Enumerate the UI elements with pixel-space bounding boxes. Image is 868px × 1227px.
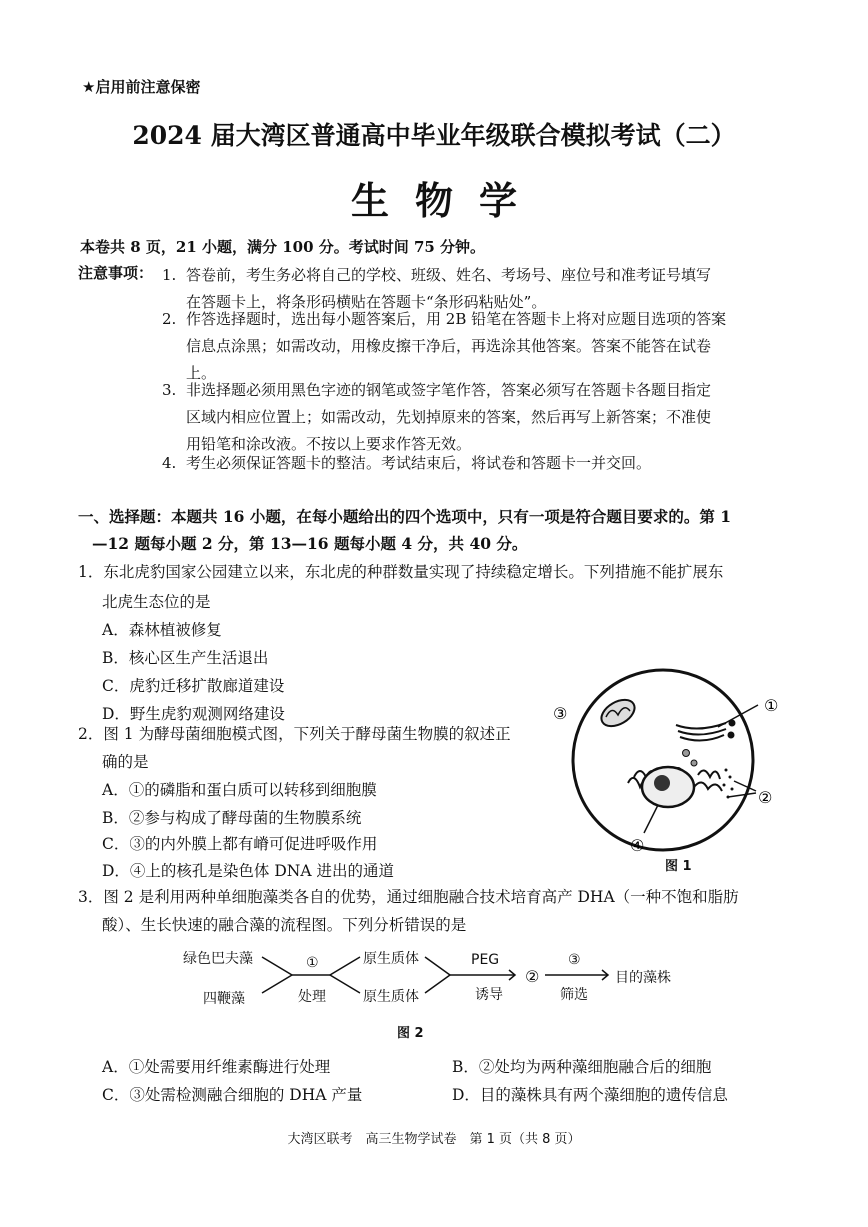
q2-option-b: B．②参与构成了酵母菌的生物膜系统 <box>102 809 362 827</box>
cell-membrane <box>573 670 753 850</box>
label-2: ② <box>758 788 773 807</box>
label-1: ① <box>764 696 779 715</box>
section-heading: 一、选择题：本题共 16 小题，在每小题给出的四个选项中，只有一项是符合题目要求的。第 1 —12 题每小题 2 分，第 13—16 题每小题 4 分，共 40 分。 <box>78 507 732 553</box>
alga-1: 绿色巴夫藻 <box>183 951 253 967</box>
target-strain: 目的藻株 <box>615 970 671 986</box>
exam-title: 2024 届大湾区普通高中毕业年级联合模拟考试（二） <box>132 121 736 150</box>
step-3-number: ③ <box>568 952 581 968</box>
note-3: 3. 非选择题必须用黑色字迹的钢笔或签字笔作答，答案必须写在答题卡各题目指定 区域内相应位置上；如需改动，先划掉原来的答案，然后再写上新答案；不准使 用铅笔和涂改液。不按以上要求作答无效。 <box>162 381 712 453</box>
question-1-stem-cont: 北虎生态位的是 <box>102 593 211 611</box>
q1-option-b: B．核心区生产生活退出 <box>102 649 269 667</box>
question-2-stem-cont: 确的是 <box>102 753 149 771</box>
q3-option-c: C．③处需检测融合细胞的 DHA 产量 <box>102 1086 363 1104</box>
screen-label: 筛选 <box>560 987 588 1003</box>
note-4: 4. 考生必须保证答题卡的整洁。考试结束后，将试卷和答题卡一并交回。 <box>162 454 652 472</box>
exam-info: 本卷共 8 页，21 小题，满分 100 分。考试时间 75 分钟。 <box>80 238 486 256</box>
step-1-label: 处理 <box>298 989 326 1005</box>
protoplast-1: 原生质体 <box>363 951 419 967</box>
q3-option-a: A．①处需要用纤维素酶进行处理 <box>102 1058 331 1076</box>
q1-option-c: C．虎豹迁移扩散廊道建设 <box>102 677 285 695</box>
figure-2-flowchart <box>180 945 700 1015</box>
figure-1-caption: 图 1 <box>665 859 692 874</box>
confidential-mark: ★启用前注意保密 <box>82 78 201 96</box>
step-2-number: ② <box>525 967 540 986</box>
note-2: 2. 作答选择题时，选出每小题答案后，用 2B 铅笔在答题卡上将对应题目选项的答案 信息点涂黑；如需改动，用橡皮擦干净后，再选涂其他答案。答案不能答在试卷 上。 <box>162 310 727 382</box>
subject-title: 生物学 <box>350 178 543 223</box>
alga-2: 四鞭藻 <box>203 991 245 1007</box>
nucleus <box>642 767 694 807</box>
figure-1-yeast-cell <box>548 665 793 875</box>
label-3: ③ <box>553 704 568 723</box>
note-1: 1. 答卷前，考生务必将自己的学校、班级、姓名、考场号、座位号和准考证号填写 在答题卡上，将条形码横贴在答题卡“条形码粘贴处”。 <box>162 266 712 311</box>
question-3-stem: 3．图 2 是利用两种单细胞藻类各自的优势，通过细胞融合技术培育高产 DHA（一种不饱和脂肪 <box>78 888 739 906</box>
q1-option-d: D．野生虎豹观测网络建设 <box>102 705 285 723</box>
induce-label: 诱导 <box>475 987 503 1003</box>
question-3-stem-cont: 酸）、生长快速的融合藻的流程图。下列分析错误的是 <box>102 916 467 934</box>
q2-option-c: C．③的内外膜上都有嵴可促进呼吸作用 <box>102 835 378 853</box>
q1-option-a: A．森林植被修复 <box>102 621 222 639</box>
step-1-number: ① <box>306 955 319 971</box>
q2-option-a: A．①的磷脂和蛋白质可以转移到细胞膜 <box>102 781 377 799</box>
protoplast-2: 原生质体 <box>363 989 419 1005</box>
q3-option-d: D．目的藻株具有两个藻细胞的遗传信息 <box>452 1086 728 1104</box>
figure-2-caption: 图 2 <box>397 1026 424 1041</box>
page-footer: 大湾区联考 高三生物学试卷 第 1 页（共 8 页） <box>287 1132 581 1147</box>
notes-label: 注意事项： <box>78 264 154 282</box>
flowchart-arrows <box>180 945 700 1015</box>
q2-option-d: D．④上的核孔是染色体 DNA 进出的通道 <box>102 862 394 880</box>
label-4: ④ <box>630 836 645 855</box>
peg-label: PEG <box>471 952 500 968</box>
q3-option-b: B．②处均为两种藻细胞融合后的细胞 <box>452 1058 712 1076</box>
question-2-stem: 2．图 1 为酵母菌细胞模式图，下列关于酵母菌生物膜的叙述正 <box>78 725 511 743</box>
question-1-stem: 1．东北虎豹国家公园建立以来，东北虎的种群数量实现了持续稳定增长。下列措施不能扩展东 <box>78 563 724 581</box>
